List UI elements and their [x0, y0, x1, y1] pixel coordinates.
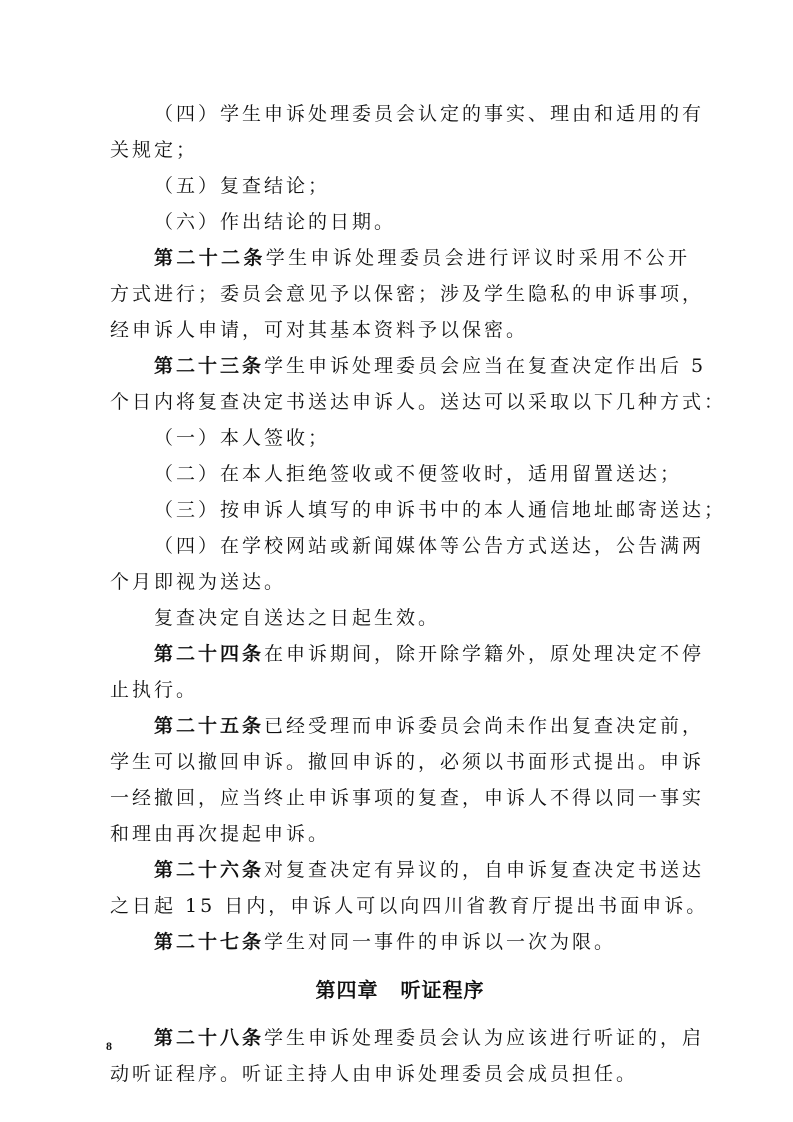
article-25-text: 已经受理而申诉委员会尚未作出复查决定前， — [264, 715, 705, 737]
list-item: （四）在学校网站或新闻媒体等公告方式送达，公告满两 — [154, 535, 705, 557]
list-item: （二）在本人拒绝签收或不便签收时，适用留置送达； — [154, 463, 683, 485]
article-27-title: 第二十七条 — [154, 931, 265, 953]
article-26-title: 第二十六条 — [154, 859, 265, 881]
paragraph-line: 复查决定自送达之日起生效。 — [154, 607, 441, 629]
article-27-line — [154, 924, 616, 960]
article-23-title: 第二十三条 — [154, 355, 265, 377]
paragraph-line: 一经撤回，应当终止申诉事项的复查，申诉人不得以同一事实 — [110, 787, 705, 809]
article-22-line — [154, 240, 690, 276]
paragraph-line: （四）学生申诉处理委员会认定的事实、理由和适用的有 — [154, 103, 705, 125]
paragraph-line: 个月即视为送达。 — [110, 571, 287, 593]
paragraph-line: 方式进行；委员会意见予以保密；涉及学生隐私的申诉事项， — [110, 283, 705, 305]
article-22-title: 第二十二条 — [154, 247, 266, 269]
chapter-heading — [110, 972, 690, 1008]
list-item: （一）本人签收； — [154, 427, 331, 449]
paragraph-line: 关规定； — [110, 139, 199, 161]
article-23-text: 学生申诉处理委员会应当在复查决定作出后 5 — [264, 355, 707, 377]
paragraph-line: 经申诉人申请，可对其基本资料予以保密。 — [110, 319, 529, 341]
paragraph-line: 动听证程序。听证主持人由申诉处理委员会成员担任。 — [110, 1063, 639, 1085]
article-26-text: 对复查决定有异议的，自申诉复查决定书送达 — [264, 859, 705, 881]
article-24-line — [154, 636, 705, 672]
article-26-line — [154, 852, 705, 888]
article-25-line — [154, 708, 705, 744]
paragraph-line: 止执行。 — [110, 679, 199, 701]
paragraph-line: 个日内将复查决定书送达申诉人。送达可以采取以下几种方式： — [110, 391, 727, 413]
article-28-line — [154, 1020, 705, 1056]
chapter-number: 第四章 — [315, 978, 379, 1002]
article-28-title: 第二十八条 — [154, 1027, 265, 1049]
article-27-text: 学生对同一事件的申诉以一次为限。 — [264, 931, 617, 953]
article-22-text: 学生申诉处理委员会进行评议时采用不公开 — [265, 247, 690, 269]
article-24-title: 第二十四条 — [154, 643, 265, 665]
paragraph-line: （五）复查结论； — [154, 175, 331, 197]
paragraph-line: （六）作出结论的日期。 — [154, 211, 397, 233]
article-23-line — [154, 348, 707, 384]
paragraph-line: 学生可以撤回申诉。撤回申诉的，必须以书面形式提出。申诉 — [110, 751, 705, 773]
list-item: （三）按申诉人填写的申诉书中的本人通信地址邮寄送达； — [154, 499, 727, 521]
article-24-text: 在申诉期间，除开除学籍外，原处理决定不停 — [264, 643, 705, 665]
article-25-title: 第二十五条 — [154, 715, 265, 737]
article-28-text: 学生申诉处理委员会认为应该进行听证的，启 — [264, 1027, 705, 1049]
page-number: 8 — [106, 1039, 112, 1053]
chapter-title: 听证程序 — [400, 978, 485, 1002]
paragraph-line: 之日起 15 日内，申诉人可以向四川省教育厅提出书面申诉。 — [110, 895, 709, 917]
paragraph-line: 和理由再次提起申诉。 — [110, 823, 331, 845]
